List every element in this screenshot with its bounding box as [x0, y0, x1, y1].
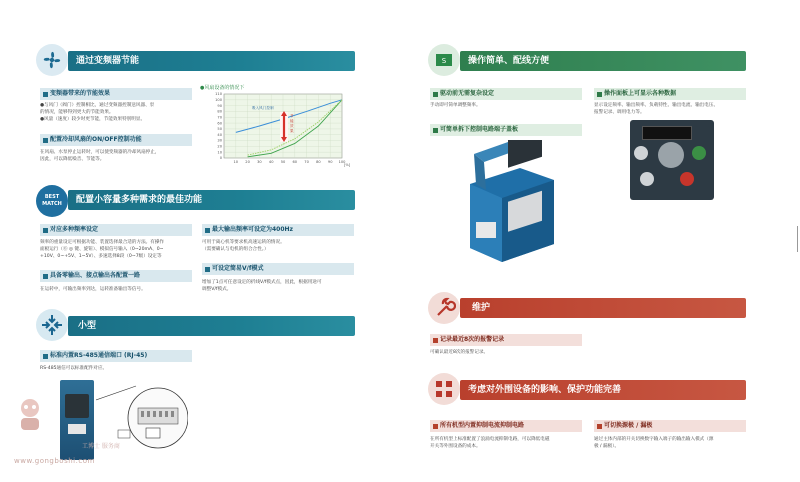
operation-panel-photo [630, 120, 714, 200]
section-maint-circle [428, 292, 460, 324]
section-compact-bar [68, 316, 355, 336]
sub-inrush: 所有机型内置抑制电流抑制电路 [430, 420, 582, 432]
sub-alarm-history: 记录最近8次的报警记录 [430, 334, 582, 346]
chart-y-tick-label: 50 [217, 127, 222, 132]
text-inrush-2: 开关等外围设备的成本。 [430, 444, 481, 449]
chart-annotation-1: 节 [290, 114, 294, 118]
chart-x-tick-label: 50 [280, 160, 286, 164]
energy-chart [208, 90, 358, 172]
text-fan-1: 在风扇、水泵停止运转时，可以使变频器的冷却风扇停止， [40, 150, 160, 155]
text-vf-1: 增加了1点可任意设定的折线V/f模式点，因此，根据用途可 [202, 280, 322, 285]
text-source-1: 通过主体内部的开关切换数字输入端子的输出输入模式（源 [594, 437, 714, 442]
text-alarm-1: 可确认最近8次的报警记录。 [430, 350, 489, 355]
sub-vf-mode: 可设定简易V/f模式 [202, 263, 354, 275]
chart-y-tick-label: 20 [217, 144, 222, 149]
section-easy-circle [428, 44, 460, 76]
chart-y-tick-label: 30 [217, 138, 222, 143]
watermark-logo [10, 394, 50, 434]
chart-x-tick-label: 60 [292, 160, 298, 164]
watermark-label: 工博士 服务商 [82, 443, 120, 450]
panel-stop-key [680, 172, 694, 186]
chart-x-tick-label: 10 [233, 160, 239, 164]
text-400hz-1: 可用于离心机等要求机高速运转的情况。 [202, 240, 285, 245]
text-source-2: 极 / 漏极）。 [594, 444, 620, 449]
section-bestmatch-circle [36, 185, 68, 217]
chart-y-tick-label: 0 [219, 156, 222, 161]
compress-arrows-icon [40, 313, 64, 337]
section-compact-title: 小型 [78, 321, 97, 331]
chart-y-tick-label: 10 [217, 150, 222, 155]
text-rs485-1: RS-485通信可以标准配件对应。 [40, 366, 108, 371]
panel-dial [658, 142, 684, 168]
sub-fan-onoff: 配置冷却风扇的ON/OFF控制功能 [40, 134, 192, 146]
wrench-icon [432, 296, 456, 320]
chart-x-ticks [234, 160, 347, 164]
best-match-badge [36, 194, 68, 208]
chart-x-tick-label: 70 [304, 160, 309, 164]
text-outputs-1: 在运转中，可输出频率到达，运转准备输出等信号。 [40, 287, 146, 292]
text-vf-2: 调整V/f模式。 [202, 287, 232, 292]
text-energy-2: 的情况，能够得到更大的节能效果。 [40, 110, 114, 115]
chart-x-tick-label: 100 [338, 160, 346, 164]
text-freq-3: +10V、0~+5V、1~5V）、多速选择8段（0~7级）设定等 [40, 254, 162, 259]
chart-y-tick-label: 100 [215, 98, 222, 103]
page-edge-mark [797, 226, 798, 252]
text-energy-1: ●与风门（阀门）控制相比，通过变频器控制送风器、泵 [40, 103, 155, 108]
chart-x-tick-label: 80 [316, 160, 321, 164]
text-inrush-1: 在所有机型上标准配置了浪涌电流抑制电路，可以降低电磁 [430, 437, 550, 442]
text-freq-2: 面板运行（⓪ ◎ 键、旋钮）、模拟信号输入（0~20mA、0~ [40, 247, 164, 252]
text-400hz-2: （需要确认与电机的组合合性。） [202, 247, 269, 252]
robot-mascot-icon [10, 394, 50, 434]
sub-terminal-cover: 可简单拆下控制电路端子盖板 [430, 124, 582, 136]
watermark-site: www.gongboshi.com [14, 457, 95, 465]
text-panel-2: 报警记录、调用电力等。 [594, 110, 645, 115]
protection-icon [432, 377, 456, 401]
chart-series-label: 吸入风门控制 [252, 106, 274, 110]
sub-outputs: 具备零输出、接点输出各配置一路 [40, 270, 192, 282]
section-compact-circle [36, 309, 68, 341]
section-function-title: 配置小容量多种需求的最佳功能 [76, 195, 203, 205]
svg-text:S: S [441, 57, 447, 65]
best-match-line2: MATCH [42, 201, 62, 207]
sub-rs485: 标准内置RS-485通信端口 (RJ-45) [40, 350, 192, 362]
inverter-panel-small [65, 394, 89, 418]
text-fan-2: 因此，可以降低噪音、节能等。 [40, 157, 105, 162]
panel-display [642, 126, 692, 140]
sub-400hz: 最大输出频率可设定为400Hz [202, 224, 354, 236]
chart-x-tick-label: 90 [327, 160, 333, 164]
chart-y-tick-label: 80 [217, 109, 222, 114]
sub-energy-effect: 变频器带来的节能效果 [40, 88, 192, 100]
section-easy-title: 操作简单、配线方便 [468, 56, 550, 66]
fan-icon [40, 48, 64, 72]
text-panel-1: 显示设定频率、输出频率、负载特性、输出电流、输出电压、 [594, 103, 719, 108]
inverter-terminal-small [68, 424, 86, 434]
chart-y-ticks [215, 92, 223, 160]
best-match-line1: BEST [44, 194, 60, 200]
section-protect-title: 考虑对外围设备的影响、保护功能完善 [468, 385, 622, 395]
chart-annotation-2: 能 [290, 119, 294, 123]
text-energy-3: ●风量（速度）较少时更节能，节能效果特别明显。 [40, 117, 146, 122]
chart-annotation-4: 果 [290, 129, 294, 133]
section-fan-circle [36, 44, 68, 76]
sub-panel-display: 操作面板上可显示各种数据 [594, 88, 746, 100]
sub-source-sink: 可切换源极 / 漏极 [594, 420, 746, 432]
chart-y-tick-label: 60 [217, 121, 222, 126]
chart-annotation-3: 效 [290, 124, 294, 128]
section-energy-title: 通过变频器节能 [76, 56, 140, 66]
sub-freq-setting: 对应多种频率设定 [40, 224, 192, 236]
chart-x-unit: [%] [344, 163, 351, 167]
flag-icon [432, 48, 456, 72]
chart-y-tick-label: 110 [215, 92, 222, 97]
text-no-setup-1: 手动即可简单调整频率。 [430, 103, 481, 108]
panel-set-key [640, 172, 654, 186]
chart-y-tick-label: 90 [217, 103, 222, 108]
text-freq-1: 频率的重量设定可根据功能、装置选择最合适的方法。有操作 [40, 240, 165, 245]
section-protect-circle [428, 373, 460, 405]
chart-title: ●风扇设备的情况下 [200, 85, 245, 91]
chart-x-tick-label: 30 [257, 160, 262, 164]
panel-run-key [692, 146, 706, 160]
chart-y-tick-label: 40 [217, 132, 222, 137]
inverter-3d-illustration [458, 140, 562, 264]
chart-y-tick-label: 70 [217, 115, 222, 120]
chart-x-tick-label: 40 [268, 160, 274, 164]
sub-no-setup: 驱动前无需复杂设定 [430, 88, 582, 100]
section-maint-bar [460, 298, 746, 318]
chart-x-tick-label: 20 [245, 160, 250, 164]
panel-mode-key [634, 146, 648, 160]
section-maint-title: 维护 [472, 303, 491, 313]
